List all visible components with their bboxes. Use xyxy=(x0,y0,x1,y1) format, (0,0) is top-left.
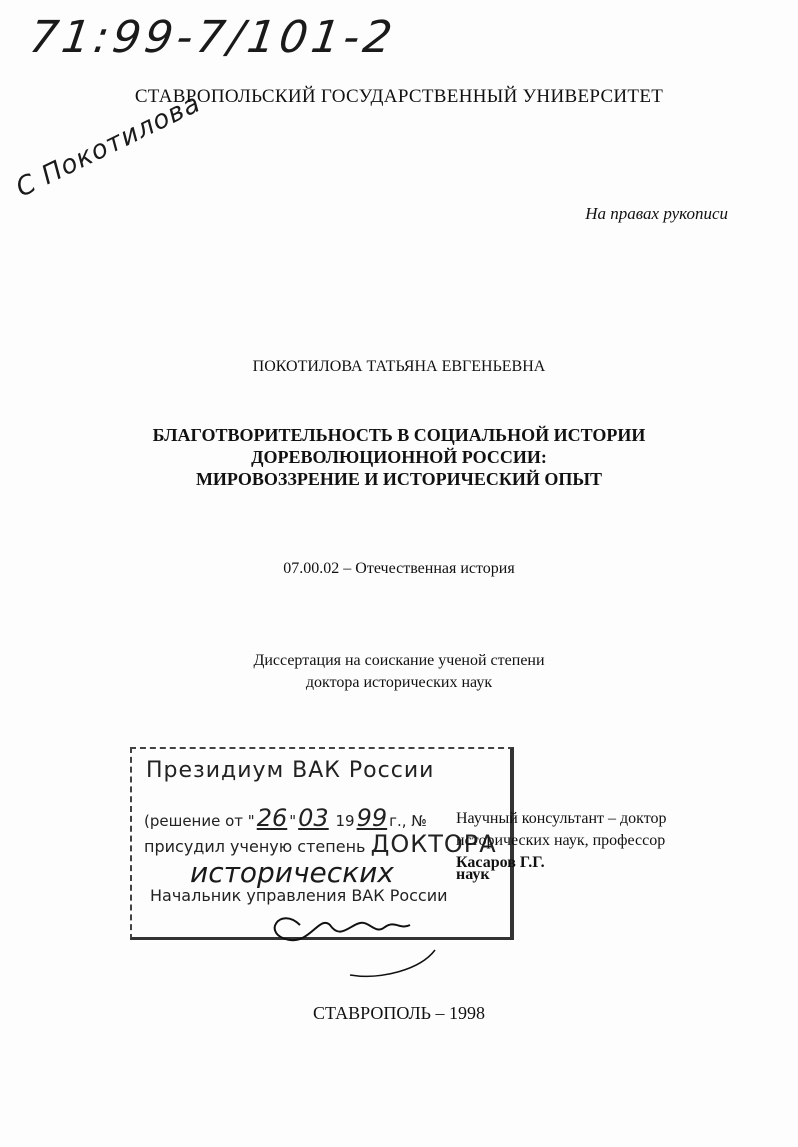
consultant-name: Касаров Г.Г. xyxy=(456,854,545,871)
author-name: ПОКОТИЛОВА ТАТЬЯНА ЕВГЕНЬЕВНА xyxy=(252,358,546,375)
consultant-line: исторических наук, профессор xyxy=(456,832,666,849)
degree-statement xyxy=(0,650,798,694)
degree-line: Диссертация на соискание ученой степени xyxy=(253,652,545,669)
specialty-code: 07.00.02 – Отечественная история xyxy=(283,560,515,577)
decision-prefix: (решение от " xyxy=(144,812,255,830)
stamp-awarded xyxy=(144,830,497,858)
handwritten-surname: С Покотилова xyxy=(11,88,206,204)
city-year: СТАВРОПОЛЬ – 1998 xyxy=(313,1003,485,1023)
stamp-decision xyxy=(144,804,427,832)
stamp-nauk: наук xyxy=(456,866,490,883)
decision-month: 03 xyxy=(298,804,329,832)
university-name: СТАВРОПОЛЬСКИЙ ГОСУДАРСТВЕННЫЙ УНИВЕРСИТЕТ xyxy=(134,86,664,107)
decision-sep: " xyxy=(289,812,297,830)
decision-century: 19 xyxy=(335,812,355,830)
stamp-chief: Начальник управления ВАК России xyxy=(150,886,448,905)
degree-line: доктора исторических наук xyxy=(305,674,493,691)
title-line: МИРОВОЗЗРЕНИЕ И ИСТОРИЧЕСКИЙ ОПЫТ xyxy=(195,469,603,489)
dissertation-title xyxy=(0,424,798,490)
doctor-word: ДОКТОРА xyxy=(370,830,497,858)
science-handwritten: исторических xyxy=(190,856,394,889)
decision-day: 26 xyxy=(256,804,288,832)
title-line: БЛАГОТВОРИТЕЛЬНОСТЬ В СОЦИАЛЬНОЙ ИСТОРИИ xyxy=(152,425,646,445)
stamp-title: Президиум ВАК России xyxy=(146,758,435,783)
decision-year: 99 xyxy=(356,804,388,832)
signature-icon xyxy=(250,895,480,985)
awarded-text: присудил ученую степень xyxy=(144,837,366,856)
consultant-block xyxy=(456,808,756,874)
archive-number: 71:99-7/101-2 xyxy=(26,12,399,63)
decision-suffix: г., № xyxy=(389,812,427,830)
consultant-line: Научный консультант – доктор xyxy=(456,810,667,827)
manuscript-note: На правах рукописи xyxy=(585,204,728,223)
title-line: ДОРЕВОЛЮЦИОННОЙ РОССИИ: xyxy=(251,447,547,467)
